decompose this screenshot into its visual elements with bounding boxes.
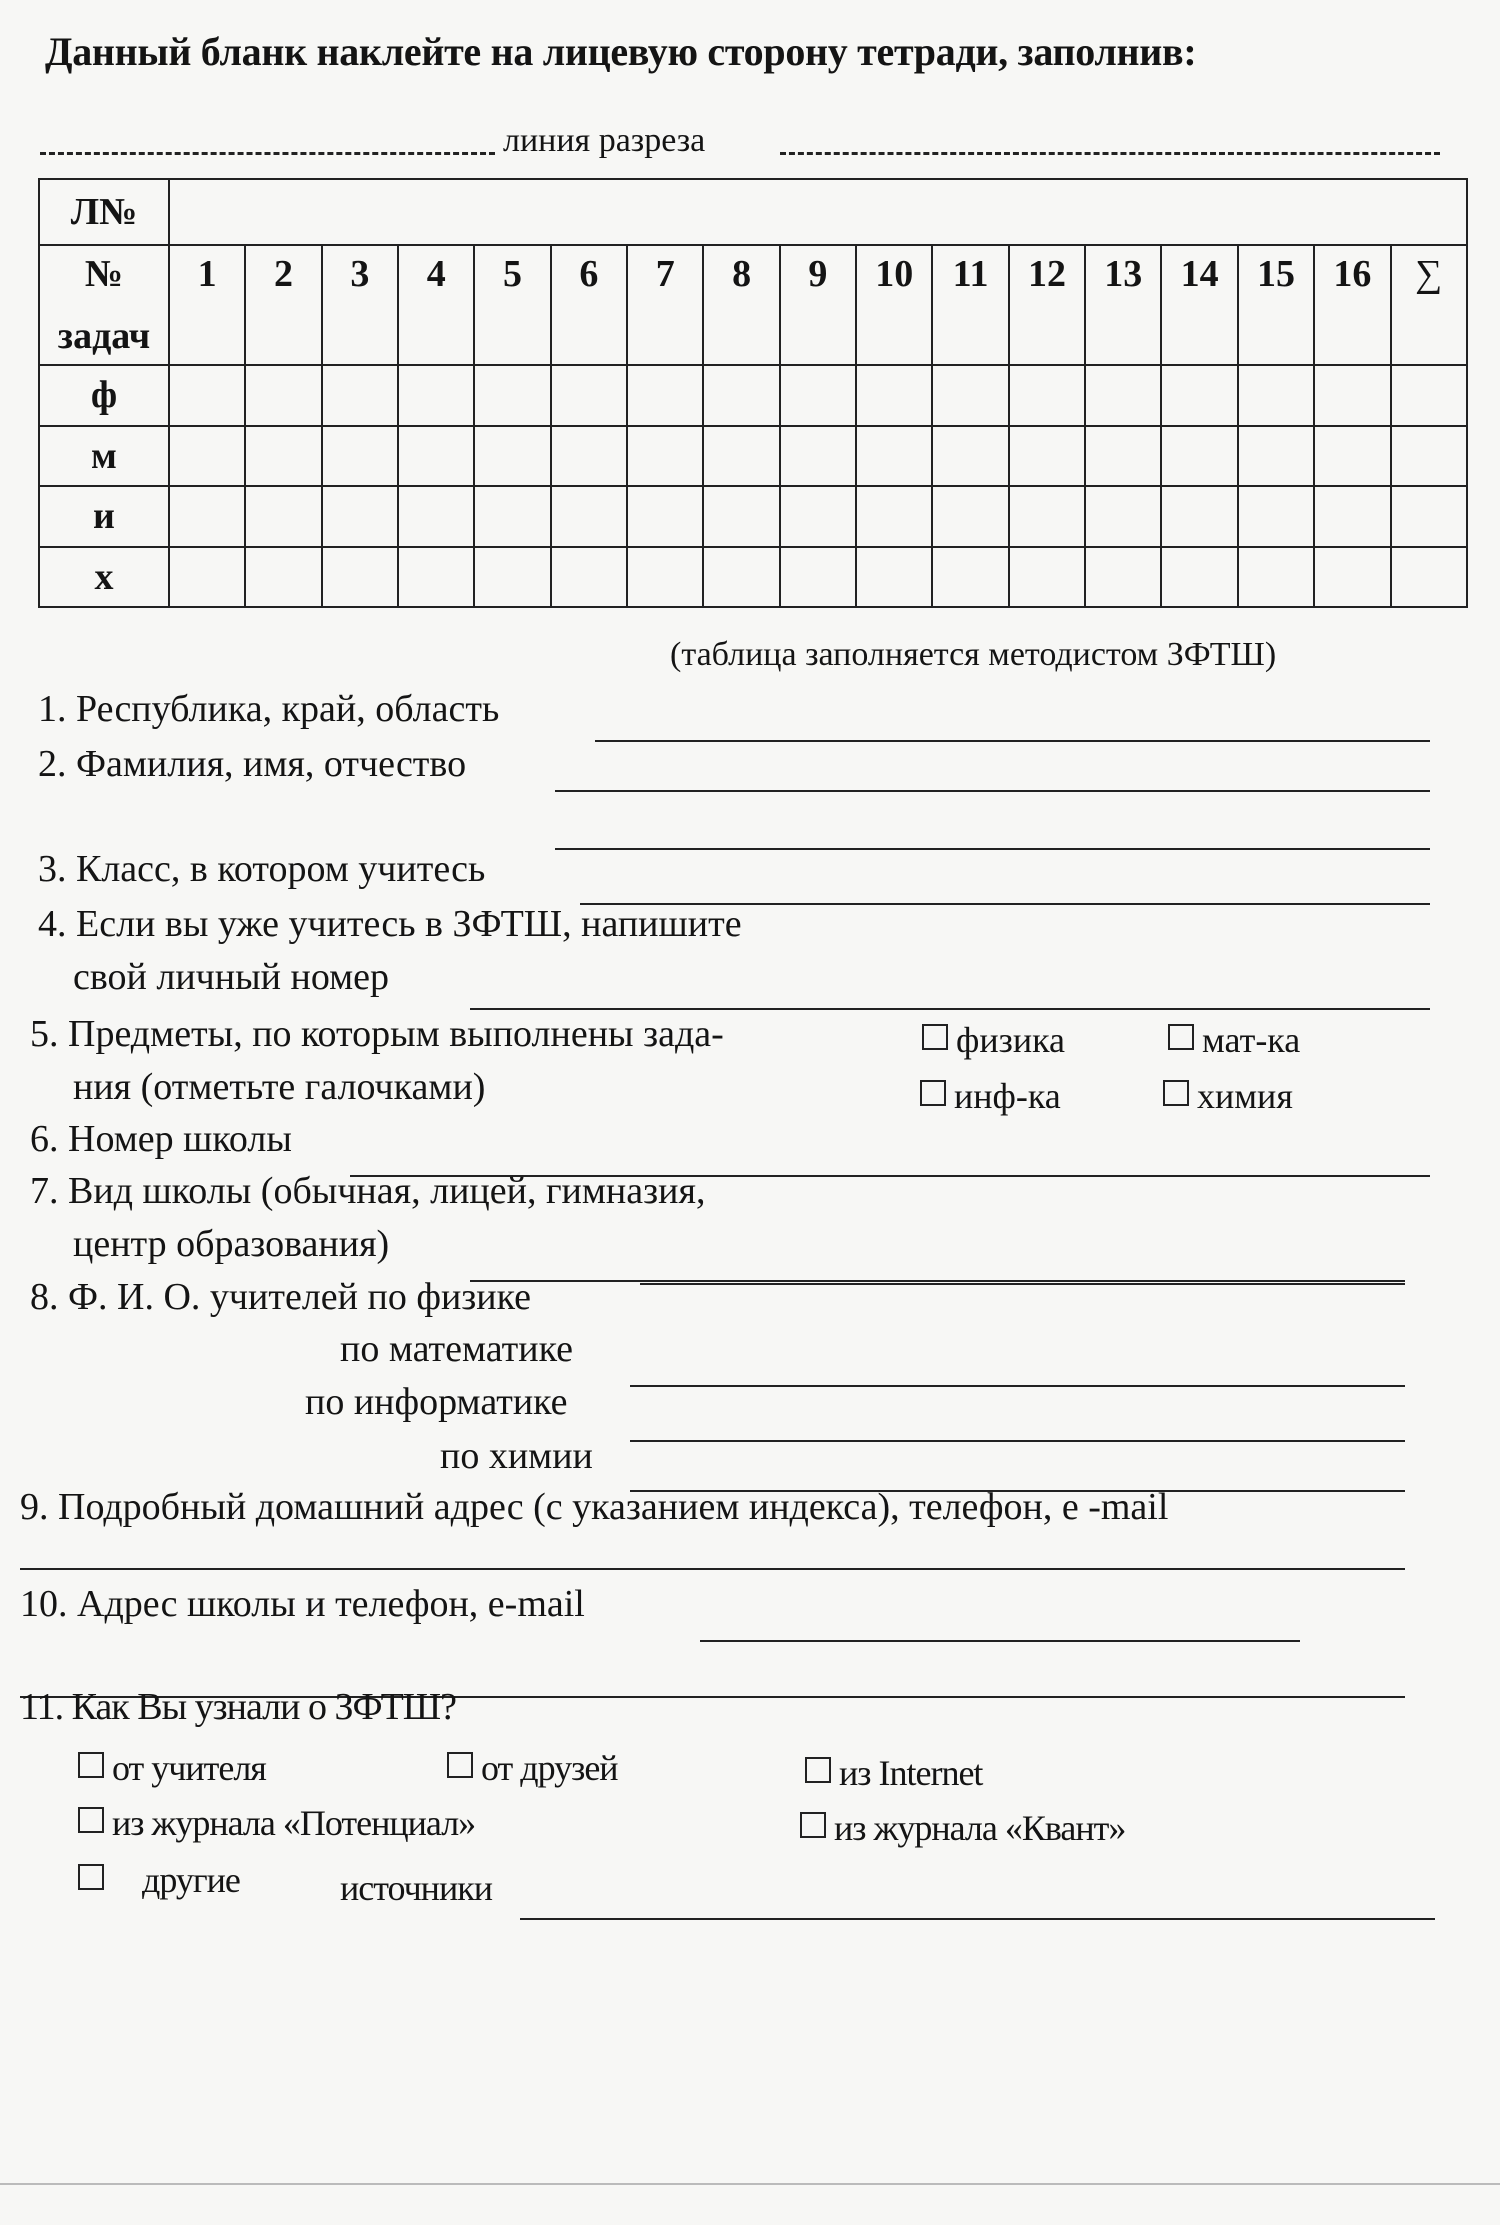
score-cell[interactable] <box>1009 486 1085 547</box>
score-cell[interactable] <box>1161 486 1237 547</box>
score-cell[interactable] <box>398 365 474 426</box>
score-cell[interactable] <box>1314 365 1390 426</box>
field-teachers-inf-label: по информатике <box>305 1381 568 1423</box>
score-cell[interactable] <box>551 365 627 426</box>
source-internet-label: из Internet <box>839 1753 983 1793</box>
subject-letter-cell: и <box>39 486 169 547</box>
field-home-address-line[interactable] <box>20 1568 1405 1570</box>
subject-inf-label: инф-ка <box>954 1076 1061 1116</box>
source-friends-checkbox[interactable] <box>447 1750 618 1786</box>
score-cell[interactable] <box>627 547 703 608</box>
field-school-type-line[interactable] <box>470 1280 1405 1282</box>
score-cell[interactable] <box>1314 547 1390 608</box>
tasks-label-no: № <box>84 253 124 295</box>
field-school-address-label: 10. Адрес школы и телефон, e-mail <box>20 1583 585 1625</box>
checkbox-icon <box>1163 1080 1189 1106</box>
cut-line-dash-left <box>40 152 495 155</box>
task-number-cell: 16 <box>1314 245 1390 365</box>
table-caption: (таблица заполняется методистом ЗФТШ) <box>670 636 1277 673</box>
checkbox-icon <box>922 1024 948 1050</box>
task-number-cell: 2 <box>245 245 321 365</box>
score-cell[interactable] <box>1238 486 1314 547</box>
checkbox-icon <box>78 1752 104 1778</box>
score-cell[interactable] <box>1391 486 1468 547</box>
form-title: Данный бланк наклейте на лицевую сторону тетради, заполнив: <box>45 29 1197 74</box>
score-cell[interactable] <box>780 547 856 608</box>
field-teachers-chem-label: по химии <box>440 1435 593 1477</box>
task-number-cell: 4 <box>398 245 474 365</box>
score-cell[interactable] <box>245 426 321 487</box>
field-subjects-label: 5. Предметы, по которым выполнены зада- <box>30 1013 724 1055</box>
task-number-cell: 12 <box>1009 245 1085 365</box>
score-cell[interactable] <box>703 365 779 426</box>
score-cell[interactable] <box>551 486 627 547</box>
task-number-cell: 1 <box>169 245 245 365</box>
lno-value-cell[interactable] <box>169 179 1467 245</box>
score-cell[interactable] <box>1009 365 1085 426</box>
field-teachers-physics-label: 8. Ф. И. О. учителей по физике <box>30 1276 532 1318</box>
score-cell[interactable] <box>322 486 398 547</box>
score-cell[interactable] <box>474 547 550 608</box>
score-cell[interactable] <box>474 365 550 426</box>
score-cell[interactable] <box>627 486 703 547</box>
score-cell[interactable] <box>245 365 321 426</box>
field-grade-label: 3. Класс, в котором учитесь <box>38 848 486 890</box>
task-sum-cell: ∑ <box>1391 245 1468 365</box>
score-cell[interactable] <box>322 365 398 426</box>
source-internet-checkbox[interactable] <box>805 1755 982 1791</box>
score-cell[interactable] <box>1161 426 1237 487</box>
source-potential-label: из журнала «Потенциал» <box>112 1803 476 1843</box>
field-student-number-label: 4. Если вы уже учитесь в ЗФТШ, напишите <box>38 903 742 945</box>
score-cell[interactable] <box>780 486 856 547</box>
score-cell[interactable] <box>1009 547 1085 608</box>
score-cell[interactable] <box>932 547 1008 608</box>
field-fullname-line-2[interactable] <box>555 848 1430 850</box>
source-other-label-2: источники <box>340 1868 492 1908</box>
task-number-cell: 5 <box>474 245 550 365</box>
source-friends-label: от друзей <box>481 1748 618 1788</box>
field-teachers-physics-line[interactable] <box>640 1283 1405 1285</box>
field-home-address-label: 9. Подробный домашний адрес (с указанием индекса), телефон, е -mail <box>20 1486 1169 1528</box>
score-cell[interactable] <box>169 365 245 426</box>
cut-line <box>40 122 1440 162</box>
score-cell[interactable] <box>245 547 321 608</box>
score-cell[interactable] <box>245 486 321 547</box>
score-cell[interactable] <box>1009 426 1085 487</box>
score-cell[interactable] <box>398 547 474 608</box>
score-cell[interactable] <box>856 365 932 426</box>
score-cell[interactable] <box>322 547 398 608</box>
score-cell[interactable] <box>703 547 779 608</box>
score-cell[interactable] <box>627 426 703 487</box>
score-cell[interactable] <box>703 426 779 487</box>
source-teacher-label: от учителя <box>112 1748 266 1788</box>
field-school-number-label: 6. Номер школы <box>30 1118 292 1160</box>
task-number-cell: 8 <box>703 245 779 365</box>
score-cell[interactable] <box>1238 547 1314 608</box>
field-school-type-label: 7. Вид школы (обычная, лицей, гимназия, <box>30 1170 706 1212</box>
tasks-label-word: задач <box>57 315 151 357</box>
grading-table <box>38 178 1468 608</box>
field-student-number-label-2: свой личный номер <box>73 956 390 998</box>
checkbox-icon <box>800 1812 826 1838</box>
field-teachers-math-line[interactable] <box>630 1385 1405 1387</box>
field-region-label: 1. Республика, край, область <box>38 688 500 730</box>
tasks-label-cell <box>39 245 169 365</box>
score-cell[interactable] <box>474 426 550 487</box>
score-cell[interactable] <box>856 486 932 547</box>
field-subjects-label-2: ния (отметьте галочками) <box>73 1066 486 1108</box>
task-number-cell: 13 <box>1085 245 1161 365</box>
subject-inf-checkbox[interactable] <box>920 1078 1061 1114</box>
score-cell[interactable] <box>932 486 1008 547</box>
source-teacher-checkbox[interactable] <box>78 1750 266 1786</box>
field-student-number-line[interactable] <box>470 1008 1430 1010</box>
score-cell[interactable] <box>169 486 245 547</box>
subject-math-checkbox[interactable] <box>1168 1022 1300 1058</box>
score-cell[interactable] <box>1161 365 1237 426</box>
score-cell[interactable] <box>1391 426 1468 487</box>
score-cell[interactable] <box>1161 547 1237 608</box>
score-cell[interactable] <box>1085 486 1161 547</box>
subject-physics-checkbox[interactable] <box>922 1022 1065 1058</box>
subject-physics-label: физика <box>956 1020 1066 1060</box>
task-number-cell: 9 <box>780 245 856 365</box>
score-cell[interactable] <box>169 547 245 608</box>
subject-chem-label: химия <box>1197 1076 1293 1116</box>
checkbox-icon <box>78 1807 104 1833</box>
task-number-cell: 15 <box>1238 245 1314 365</box>
score-cell[interactable] <box>1391 365 1468 426</box>
checkbox-icon <box>920 1080 946 1106</box>
score-cell[interactable] <box>1085 547 1161 608</box>
field-source-label: 11. Как Вы узнали о ЗФТШ? <box>20 1686 457 1728</box>
score-cell[interactable] <box>1314 426 1390 487</box>
score-cell[interactable] <box>551 426 627 487</box>
field-fullname-line[interactable] <box>555 790 1430 792</box>
score-cell[interactable] <box>932 365 1008 426</box>
score-cell[interactable] <box>780 426 856 487</box>
lno-label-cell: Л№ <box>39 179 169 245</box>
subject-letter-cell: ф <box>39 365 169 426</box>
score-cell[interactable] <box>1085 365 1161 426</box>
score-cell[interactable] <box>398 426 474 487</box>
score-cell[interactable] <box>474 486 550 547</box>
score-cell[interactable] <box>856 426 932 487</box>
subject-letter-cell: х <box>39 547 169 608</box>
source-other-checkbox[interactable] <box>78 1862 240 1898</box>
field-school-type-label-2: центр образования) <box>73 1223 390 1265</box>
source-potential-checkbox[interactable] <box>78 1805 475 1841</box>
cut-line-dash-right <box>780 152 1440 155</box>
task-number-cell: 7 <box>627 245 703 365</box>
source-other-label: другие <box>142 1860 240 1900</box>
field-teachers-math-label: по математике <box>340 1328 573 1370</box>
subject-math-label: мат-ка <box>1202 1020 1301 1060</box>
task-number-cell: 3 <box>322 245 398 365</box>
field-region-line[interactable] <box>595 740 1430 742</box>
score-cell[interactable] <box>398 486 474 547</box>
checkbox-icon <box>1168 1024 1194 1050</box>
subject-chem-checkbox[interactable] <box>1163 1078 1293 1114</box>
task-number-cell: 14 <box>1161 245 1237 365</box>
cut-line-label: линия разреза <box>495 122 713 160</box>
subject-letter-cell: м <box>39 426 169 487</box>
checkbox-icon <box>805 1757 831 1783</box>
source-other-line[interactable] <box>520 1918 1435 1920</box>
checkbox-icon <box>447 1752 473 1778</box>
task-number-cell: 11 <box>932 245 1008 365</box>
score-cell[interactable] <box>1238 365 1314 426</box>
task-number-cell: 6 <box>551 245 627 365</box>
score-cell[interactable] <box>1391 547 1468 608</box>
score-cell[interactable] <box>780 365 856 426</box>
score-cell[interactable] <box>627 365 703 426</box>
source-kvant-checkbox[interactable] <box>800 1810 1125 1846</box>
checkbox-icon <box>78 1864 104 1890</box>
score-cell[interactable] <box>551 547 627 608</box>
page-bottom-rule <box>0 2183 1500 2185</box>
score-cell[interactable] <box>856 547 932 608</box>
score-cell[interactable] <box>169 426 245 487</box>
score-cell[interactable] <box>322 426 398 487</box>
score-cell[interactable] <box>1314 486 1390 547</box>
field-fullname-label: 2. Фамилия, имя, отчество <box>38 743 467 785</box>
score-cell[interactable] <box>932 426 1008 487</box>
field-teachers-inf-line[interactable] <box>630 1440 1405 1442</box>
score-cell[interactable] <box>1238 426 1314 487</box>
field-school-address-line[interactable] <box>700 1640 1300 1642</box>
score-cell[interactable] <box>703 486 779 547</box>
task-number-cell: 10 <box>856 245 932 365</box>
source-kvant-label: из журнала «Квант» <box>834 1808 1126 1848</box>
score-cell[interactable] <box>1085 426 1161 487</box>
